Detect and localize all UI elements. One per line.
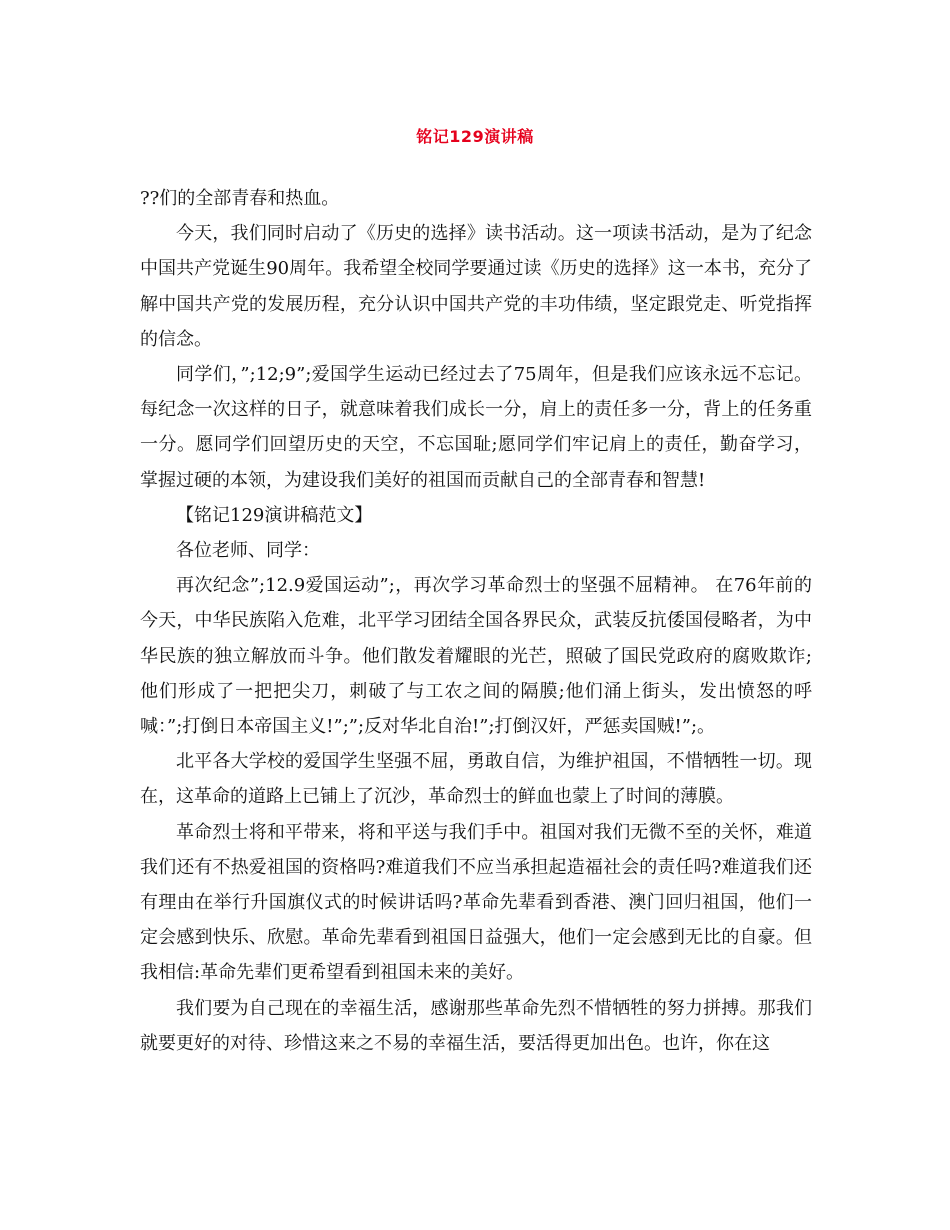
paragraph: 再次纪念”;12.9爱国运动”;，再次学习革命烈士的坚强不屈精神。 在76年前的今天，中华民族陷入危难，北平学习团结全国各界民众，武装反抗倭国侵略者，为中华民族的独立解放而斗争。他们散发着耀眼的光芒，照破了国民党政府的腐败欺诈;他们形成了一把把尖刀，刺破了与工农之间的隔膜;他们涌上街头，发出愤怒的呼喊：”;打倒日本帝国主义!”;”;反对华北自治!”;打倒汉奸，严惩卖国贼!”;。: [140, 575, 812, 738]
paragraph: 今天，我们同时启动了《历史的选择》读书活动。这一项读书活动，是为了纪念中国共产党诞生90周年。我希望全校同学要通过读《历史的选择》这一本书，充分了解中国共产党的发展历程，充分认识中国共产党的丰功伟绩，坚定跟党走、听党指挥的信念。: [140, 223, 812, 350]
document-title: 铭记129演讲稿: [416, 127, 534, 146]
document-body: [140, 181, 812, 1061]
paragraph: ??们的全部青春和热血。: [140, 188, 340, 209]
paragraph: 同学们，”;12;9”;爱国学生运动已经过去了75周年，但是我们应该永远不忘记。每纪念一次这样的日子，就意味着我们成长一分，肩上的责任多一分，背上的任务重一分。愿同学们回望历史的天空，不忘国耻;愿同学们牢记肩上的责任，勤奋学习，掌握过硬的本领，为建设我们美好的祖国而贡献自己的全部青春和智慧!: [140, 364, 812, 491]
paragraph: 北平各大学校的爱国学生坚强不屈，勇敢自信，为维护祖国，不惜牺牲一切。现在，这革命的道路上已铺上了沉沙，革命烈士的鲜血也蒙上了时间的薄膜。: [140, 751, 812, 808]
paragraph: 我们要为自己现在的幸福生活，感谢那些革命先烈不惜牺牲的努力拼搏。那我们就要更好的对待、珍惜这来之不易的幸福生活，要活得更加出色。也许，你在这: [140, 997, 812, 1054]
section-heading: 【铭记129演讲稿范文】: [176, 504, 373, 526]
paragraph: 革命烈士将和平带来，将和平送与我们手中。祖国对我们无微不至的关怀，难道我们还有不热爱祖国的资格吗?难道我们不应当承担起造福社会的责任吗?难道我们还有理由在举行升国旗仪式的时候讲话吗?革命先辈看到香港、澳门回归祖国，他们一定会感到快乐、欣慰。革命先辈看到祖国日益强大，他们一定会感到无比的自豪。但我相信:革命先辈们更希望看到祖国未来的美好。: [140, 821, 812, 984]
salutation: 各位老师、同学：: [176, 540, 320, 562]
